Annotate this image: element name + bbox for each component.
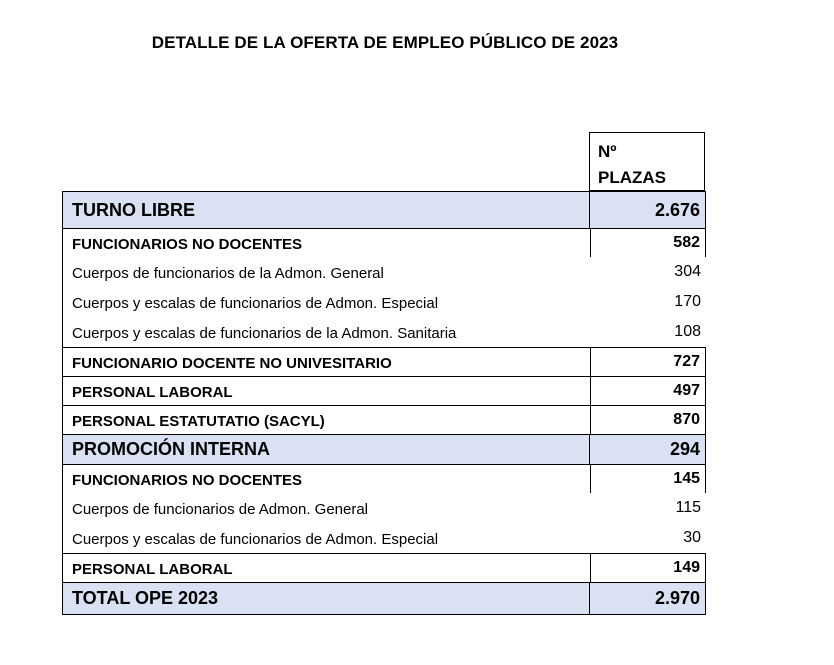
row-value: 145	[590, 465, 706, 493]
row-value: 294	[589, 435, 705, 464]
column-header-line-1: Nº	[598, 142, 617, 161]
row-value: 727	[590, 348, 706, 376]
row-value: 149	[590, 554, 706, 582]
row-value: 304	[674, 263, 701, 280]
row-label: PERSONAL LABORAL	[72, 384, 233, 401]
table-row-funcionarios-no-docentes	[62, 228, 706, 257]
row-value: 2.676	[589, 192, 705, 228]
table-row-total-ope	[62, 582, 706, 615]
table-row-funcionarios-no-docentes-pi	[62, 464, 706, 493]
row-label: FUNCIONARIOS NO DOCENTES	[72, 472, 303, 489]
row-label: PROMOCIÓN INTERNA	[72, 439, 270, 459]
table-row-promocion-interna	[62, 434, 706, 464]
table-row-admon-especial-pi	[62, 523, 706, 553]
row-value: 870	[590, 406, 706, 434]
ope-table	[62, 191, 706, 615]
row-value: 115	[675, 499, 701, 516]
row-value: 108	[674, 323, 701, 340]
row-label: TOTAL OPE 2023	[72, 588, 219, 608]
row-label: Cuerpos de funcionarios de la Admon. General	[72, 265, 384, 282]
row-label: FUNCIONARIOS NO DOCENTES	[72, 236, 303, 253]
row-label: PERSONAL LABORAL	[72, 561, 233, 578]
row-value: 30	[683, 529, 701, 546]
table-row-personal-laboral	[62, 376, 706, 405]
table-row-admon-general-pi	[62, 493, 706, 523]
table-row-docente-no-universitario	[62, 347, 706, 376]
row-label: Cuerpos y escalas de funcionarios de Admon. Especial	[72, 531, 439, 548]
column-header-line-2: PLAZAS	[598, 168, 666, 187]
row-label: PERSONAL ESTATUTATIO (SACYL)	[72, 413, 325, 430]
row-label: TURNO LIBRE	[72, 199, 195, 220]
row-label: Cuerpos de funcionarios de Admon. General	[72, 501, 369, 518]
table-row-admon-especial	[62, 287, 706, 317]
row-value: 497	[590, 377, 706, 405]
row-value: 2.970	[589, 583, 705, 614]
row-label: FUNCIONARIO DOCENTE NO UNIVESITARIO	[72, 355, 392, 372]
table-row-personal-estatutario	[62, 405, 706, 434]
row-value: 582	[590, 229, 706, 257]
table-row-turno-libre	[62, 191, 706, 228]
row-label: Cuerpos y escalas de funcionarios de Admon. Especial	[72, 295, 439, 312]
table-row-admon-sanitaria	[62, 317, 706, 347]
document-title: DETALLE DE LA OFERTA DE EMPLEO PÚBLICO DE 2023	[151, 33, 619, 52]
row-value: 170	[674, 293, 701, 310]
column-header-plazas	[589, 132, 705, 191]
table-row-admon-general	[62, 257, 706, 287]
row-label: Cuerpos y escalas de funcionarios de la Admon. Sanitaria	[72, 325, 457, 342]
table-row-personal-laboral-pi	[62, 553, 706, 582]
